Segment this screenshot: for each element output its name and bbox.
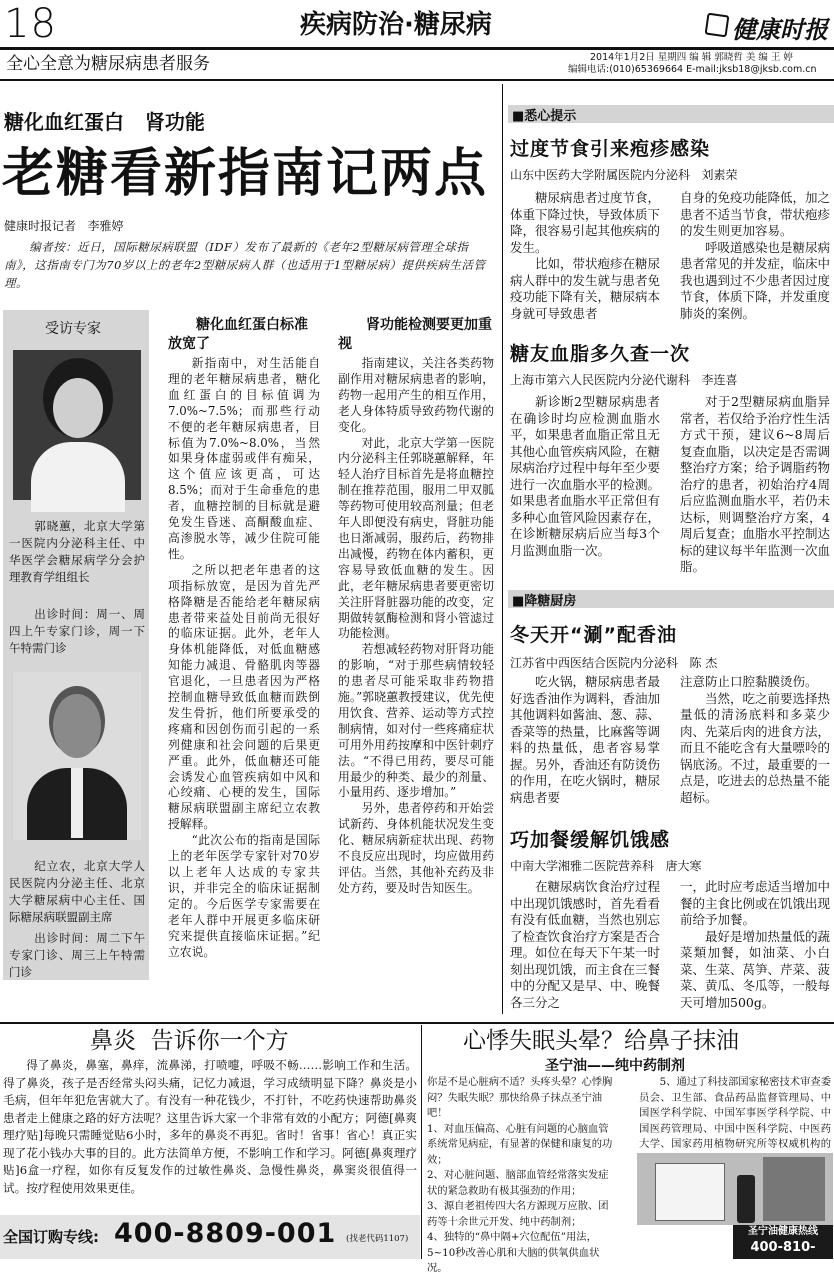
masthead-logo: [706, 10, 828, 44]
a4-byline: 中南大学湘雅二医院营养科 唐大寒: [510, 859, 702, 873]
expert1-desc: 郭晓蕙，北京大学第一医院内分泌科主任、中华医学会糖尿病学分会护理教育学组组长: [9, 519, 145, 584]
lead-col1: [168, 356, 320, 996]
a2-right: [680, 394, 830, 582]
a4-right-p2: 最好是增加热量低的蔬菜類加餐，如油菜、小白菜、生菜、莴笋、芹菜、菠菜、黄瓜、冬瓜等，一般每天可增加500g。: [680, 928, 831, 1010]
ad2-sub: 圣宁油——纯中药制剂: [545, 1058, 685, 1074]
ad2-phone: 400-810-0760: [750, 1240, 816, 1273]
lead-headline: 老糖看新指南记两点: [2, 143, 489, 204]
a1-right-p2: 呼吸道感染也是糖尿病患者常见的并发症，临床中我也遇到过不少患者因过度节食，体质下降，并发重度肺炎的案例。: [680, 239, 831, 321]
expert1-photo: [13, 350, 141, 500]
a3-byline: 江苏省中西医结合医院内分泌科 陈 杰: [510, 656, 718, 670]
a3-right: [680, 674, 830, 812]
column-divider: [502, 84, 503, 1014]
a4-title: 巧加餐缓解饥饿感: [510, 829, 671, 851]
lead-sub1: 糖化血红蛋白标准放宽了: [168, 317, 308, 352]
lead-col1-p1: 新指南中，对生活能自理的老年糖尿病患者，糖化血红蛋白的目标值调为7.0%~7.5%；而那些行动不便的老年糖尿病患者，目标值为7.0%~8.0%，当然如果身体虚弱或伴有痴呆，这个值应该更高，可达8.5%；而对于生命垂危的患者，血糖控制的目标就是避免发生昏迷、高酮酸血症、高渗脱水等，减少住院可能性。: [168, 356, 320, 561]
ad2-hotline-box: [733, 1225, 833, 1273]
header-meta-1: 2014年1月2日 星期四 编 辑 郭晓哲 美 编 王 婷: [590, 52, 793, 63]
ad1-hotline: 400-8809-001: [114, 1218, 337, 1249]
ad2-title: 心悸失眠头晕？给鼻子抹油: [463, 1028, 739, 1054]
lead-col2-p1: 指南建议，关注各类药物副作用对糖尿病患者的影响，药物一起用产生的相互作用，老人身体特质导致药物代谢的变化。: [338, 356, 494, 434]
tip-label-bar: [508, 105, 834, 123]
ad1-title: 鼻炎 告诉你一个方: [90, 1028, 289, 1054]
ad1-body: 得了鼻炎，鼻塞，鼻痒，流鼻涕，打喷嚏，呼吸不畅……影响工作和生活。得了鼻炎，孩子是否经常头闷头痛，记忆力减退，学习成绩明显下降？鼻炎是小毛病，但年年犯危害就大了。有没有一种花钱少，不打针，不吃药快速帮助鼻炎患者走上健康之路的好方法呢？这里告诉大家一个非常有效的小配方；阿德[鼻爽理疗贴]每晚只需睡觉贴6小时，多年的鼻炎不再犯。省时！省事！省心！真正实现了花小钱办大事的目的。此方法简单方便，不影响工作和学习。阿德[鼻爽理疗贴]6盒一疗程，如你有反复发作的过敏性鼻炎、急慢性鼻炎，鼻窦炎很值得一试。按疗程使用效果更佳。: [3, 1058, 417, 1195]
section-title: 疾病防治·糖尿病: [300, 10, 492, 40]
expert2-clinic: 出诊时间：周二下午专家门诊、周三上午特需门诊: [9, 931, 145, 979]
kitchen-label: ■降糖厨房: [512, 594, 577, 609]
editor-note: 编者按：近日，国际糖尿病联盟（IDF）发布了最新的《老年2型糖尿病管理全球指南》，这指南专门为70岁以上的老年2型糖尿病人群（也适用于1型糖尿病）提供疾病生活管理。: [4, 240, 486, 290]
lead-sub2: 肾功能检测要更加重视: [338, 317, 492, 352]
ad2-right: 5、通过了科技部国家秘密技术审查委员会、卫生部、食品药品监督管理局、中国医学科学院、中国军事医学科学院、中国医药管理局、中国中医科学院、中医药大学、国家药用植物研究所等权威机构的: [639, 1076, 831, 1150]
ad1-hotline-note: (找老代码1107): [346, 1234, 409, 1244]
a3-right-p2: 当然，吃之前要选择热量低的清汤底料和多菜少肉、先菜后肉的进食方法，而且不能吃含有大量嘌呤的锅底汤。不过，最重要的一点是，吃进去的总热量不能超标。: [680, 690, 831, 805]
expert-sidebar: [3, 310, 149, 980]
ad2-product-photo: [637, 1153, 833, 1225]
a4-right-p1: 一，此时应考虑适当增加中餐的主食比例或在饥饿出现前给予加餐。: [680, 879, 831, 927]
a2-title: 糖友血脂多久查一次: [510, 343, 691, 365]
ad2-left: 你是不是心脏病不适？头疼头晕？心悸胸闷？失眠失眠？那快给鼻子抹点圣宁油吧！ 1、对血压偏高、心脏有问题的心脑血管系统常见病症，有显著的保健和康复的功效； 2、对心脏问题、脑部血管经常落实发症状的紧急救助有极其强劲的作用； 3、源自老祖传四大名方源现万应散、团药等十余世元开发、纯中药制剂； 4、独特的“鼻中隔+穴位配伍”用法，5~10秒改善心肌和大脑的供氧供血状况。: [427, 1076, 613, 1274]
ad1-hotline-label: 全国订购专线:: [3, 1228, 99, 1246]
lead-col2-p4: 另外，患者停药和开始尝试新药、身体机能状况发生变化、糖尿病新症状出现、药物不良反应出现时，均应做用药评估。当然，其他补充药及非处方药，要及时告知医生。: [338, 801, 494, 895]
experts-label: 受访专家: [45, 321, 101, 337]
a2-left-p1: 新诊断2型糖尿病患者在确诊时均应检测血脂水平，如果患者血脂正常且无其他心血管疾病风险，在糖尿病治疗过程中每年至少要进行一次血脂水平的检测。如果患者血脂水平正常但有多种心血管风险因素存在，在诊断糖尿病后应当每3个月监测血脂一次。: [510, 394, 661, 558]
ad1-hotline-bar: [0, 1215, 420, 1259]
expert2-desc: 纪立农，北京大学人民医院内分泌主任、北京大学糖尿病中心主任、国际糖尿病联盟副主席: [9, 859, 145, 924]
a1-right: [680, 190, 830, 358]
a3-left: [510, 674, 660, 812]
page-number: 18: [4, 1, 57, 47]
expert1-clinic: 出诊时间：周一、周四上午专家门诊，周一下午特需门诊: [9, 607, 145, 655]
a1-byline: 山东中医药大学附属医院内分泌科 刘素荣: [510, 168, 738, 182]
a2-byline: 上海市第六人民医院内分泌代谢科 李连喜: [510, 373, 738, 387]
a1-left: [510, 190, 660, 358]
lead-kicker: 糖化血红蛋白 肾功能: [4, 110, 205, 134]
ad-rhinitis: [0, 1025, 420, 1259]
ads-divider: [421, 1025, 422, 1259]
lead-byline: 健康时报记者 李雅婷: [4, 219, 124, 233]
a4-right: [680, 879, 830, 1017]
logo-mark-icon: [705, 13, 730, 38]
logo-text: 健康时报: [732, 15, 828, 44]
a1-title: 过度节食引来疱疹感染: [510, 138, 711, 160]
lead-col1-p2: 之所以把老年患者的这项指标放宽，是因为首先严格降糖是否能给老年糖尿病患者带来益处目前尚无很好的临床证据。此外，老年人身体机能降低，对低血糖感知能力减退、骨骼肌肉等器官退化，一旦患者因为严格控制血糖导致低血糖而跌倒发生骨折，他们所要承受的疼痛和因创伤而引起的一系列健康和社会问题的后果更严重。此外，低血糖还可能会诱发心血管疾病如中风和心绞痛、心梗的发生，国际糖尿病联盟副主席纪立农教授解释。: [168, 562, 320, 832]
header-tagline: 全心全意为糖尿病患者服务: [6, 54, 210, 74]
header-rule-top: [0, 47, 834, 50]
a1-right-p1: 自身的免疫功能降低，加之患者不适当节食，带状疱疹的发生则更加容易。: [680, 190, 831, 238]
expert2-photo: [13, 672, 141, 840]
a1-left-p1: 糖尿病患者过度节食，体重下降过快，导致体质下降，很容易引起其他疾病的发生。: [510, 190, 661, 255]
a3-title: 冬天开“涮”配香油: [510, 624, 677, 646]
ad2-banner: 圣宁油健康热线: [748, 1226, 818, 1237]
header-meta-2: 编辑电话:(010)65369664 E-mail:jksb18@jksb.com.cn: [568, 64, 817, 75]
a1-left-p2: 比如，带状疱疹在糖尿病人群中的发生就与患者免疫功能下降有关，糖尿病本身就可导致患者: [510, 256, 661, 321]
a2-right-p1: 对于2型糖尿病血脂异常者，若仅给予治疗性生活方式干预，建议6~8周后复查血脂，以决定是否需调整治疗方案；给予调脂药物治疗的患者，初始治疗4周后应监测血脂水平，若仍未达标，则调整治疗方案，4周后复查；血脂水平控制达标的建议每半年监测一次血脂。: [680, 394, 831, 574]
lead-col2: [338, 356, 494, 996]
a4-left: [510, 879, 660, 1017]
tip-label: ■悉心提示: [512, 109, 577, 124]
ads-rule: [0, 1022, 834, 1024]
lead-col2-p3: 若想减轻药物对肝肾功能的影响，“对于那些病情较轻的患者尽可能采取非药物措施。”郭晓蕙教授建议，优先使用饮食、营养、运动等方式控制病情，如对付一些疼痛症状可用外用药按摩和中医针刺疗法。“不得已用药，要尽可能用最少的种类、最少的剂量、小量用药、逐步增加。”: [338, 642, 494, 800]
header-rule-bottom: [0, 79, 834, 81]
a3-left-p1: 吃火锅，糖尿病患者最好选香油作为调料，香油加其他调料如酱油、葱、蒜、香菜等的热量，比麻酱等调料的热量低，患者容易掌握。另外，香油还有防烫伤的作用，在吃火锅时，糖尿病患者要: [510, 674, 661, 805]
a2-left: [510, 394, 660, 582]
a3-right-p1: 注意防止口腔黏膜烫伤。: [680, 674, 818, 689]
kitchen-label-bar: [508, 590, 834, 608]
lead-col2-p2: 对此，北京大学第一医院内分泌科主任郭晓蕙解释，年轻人治疗目标首先是将血糖控制在推荐范围，服用二甲双胍等药物可使用较高剂量；但老年人即便没有病史，肾脏功能也日渐减弱，服药后，药物排出减慢，药物在体内蓄积，更容易导致低血糖的发生。因此，老年糖尿病患者要更密切关注肝肾脏器功能的改变，定期做转氨酶检测和肾小管滤过功能检测。: [338, 435, 494, 641]
lead-col1-p3: “此次公布的指南是国际上的老年医学专家针对70岁以上老年人达成的专家共识，并非完全的临床证据制定的。今后医学专家需要在老年人群中开展更多临床研究来提供直接临床证据。”纪立农说。: [168, 833, 320, 959]
a4-left-p1: 在糖尿病饮食治疗过程中出现饥饿感时，首先看看有没有低血糖，当然也别忘了检查饮食治疗方案是否合理。如位在每天下午某一时刻出现饥饿，而主食在三餐中的分配又是早、中、晚餐各三分之: [510, 879, 661, 1010]
ad-shengning: [423, 1025, 834, 1274]
